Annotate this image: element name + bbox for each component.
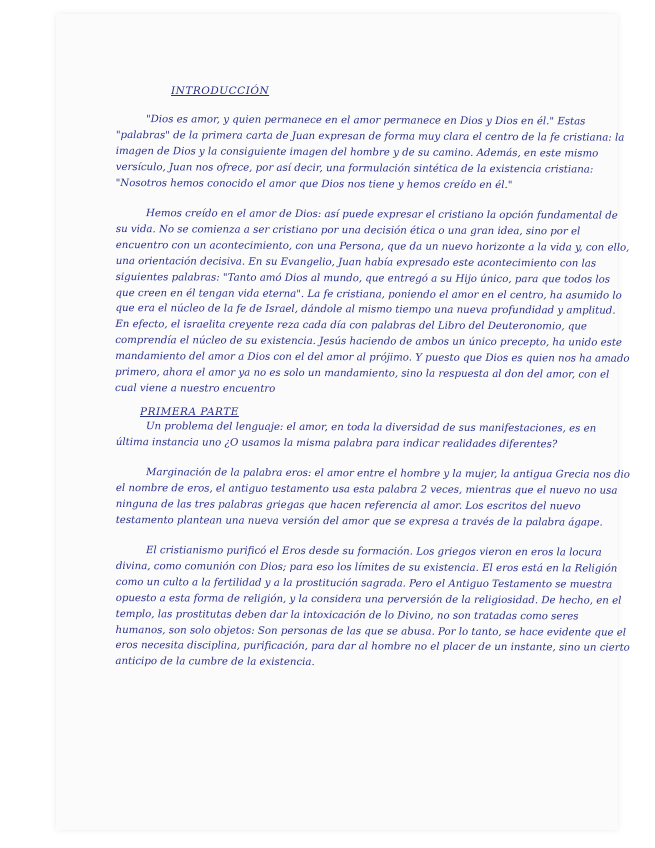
introduction-heading: INTRODUCCIÓN	[171, 85, 270, 97]
intro-paragraph-2: Hemos creído en el amor de Dios: así puede expresar el cristiano la opción fundamental de su vida. No se comienza a ser cristiano por una decisión ética o una gran idea, sino por el encuentro con un acontecimiento, con una Persona, que da un nuevo horizonte a la vida y, con ello, una orientación decisiva. En su Evangelio, Juan había expresado este acontecimiento con las siguientes palabras: "Tanto amó Dios al mundo, que entregó a su Hijo único, para que todos los que creen en él tengan vida eterna". La fe cristiana, poniendo el amor en el centro, ha asumido lo que era el núcleo de la fe de Israel, dándole al mismo tiempo una nueva profundidad y amplitud. En efecto, el israelita creyente reza cada día con palabras del Libro del Deuteronomio, que comprendía el núcleo de su existencia. Jesús haciendo de ambos un único precepto, ha unido este mandamiento del amor a Dios con el del amor al prójimo. Y puesto que Dios es quien nos ha amado primero, ahora el amor ya no es solo un mandamiento, sino la respuesta al don del amor, con el cual viene a nuestro encuentro	[115, 207, 630, 395]
first-part-heading: PRIMERA PARTE	[140, 406, 239, 419]
part-paragraph-2: Marginación de la palabra eros: el amor entre el hombre y la mujer, la antigua Grecia nos dio el nombre de eros, el antiguo testamento usa esta palabra 2 veces, mientras que el nuevo no usa ninguna de las tres palabras griegas que hacen referencia al amor. Los escritos del nuevo testamento plantean una nueva versión del amor que se expresa a través de la palabra ágape.	[115, 467, 630, 529]
page-content	[116, 84, 631, 684]
part-paragraph-1: Un problema del lenguaje: el amor, en toda la diversidad de sus manifestaciones, es en última instancia uno ¿O usamos la misma palabra para indicar realidades diferentes?	[115, 421, 597, 451]
part-paragraph-3: El cristianismo purificó el Eros desde su formación. Los griegos vieron en eros la locura divina, como comunión con Dios; para eso los límites de su existencia. El eros está en la Religión como un culto a la fertilidad y a la prostitución sagrada. Pero el Antiguo Testamento se muestra opuesto a esta forma de religión, y la considera una perversión de la religiosidad. De hecho, en el templo, las prostitutas deben dar la intoxicación de lo Divino, no son tratadas como seres humanos, son solo objetos: Son personas de las que se abusa. Por lo tanto, se hace evidente que el eros necesita disciplina, purificación, para dar al hombre no el placer de un instante, sino un cierto anticipo de la cumbre de la existencia.	[115, 545, 630, 669]
handwritten-page	[56, 14, 630, 830]
intro-paragraph-1: "Dios es amor, y quien permanece en el amor permanece en Dios y Dios en él." Estas "palabras" de la primera carta de Juan expresan de forma muy clara el centro de la fe cristiana: la imagen de Dios y la consiguiente imagen del hombre y de su camino. Además, en este mismo versículo, Juan nos ofrece, por así decir, una formulación sintética de la existencia cristiana: "Nosotros hemos conocido el amor que Dios nos tiene y hemos creído en él."	[115, 114, 625, 191]
